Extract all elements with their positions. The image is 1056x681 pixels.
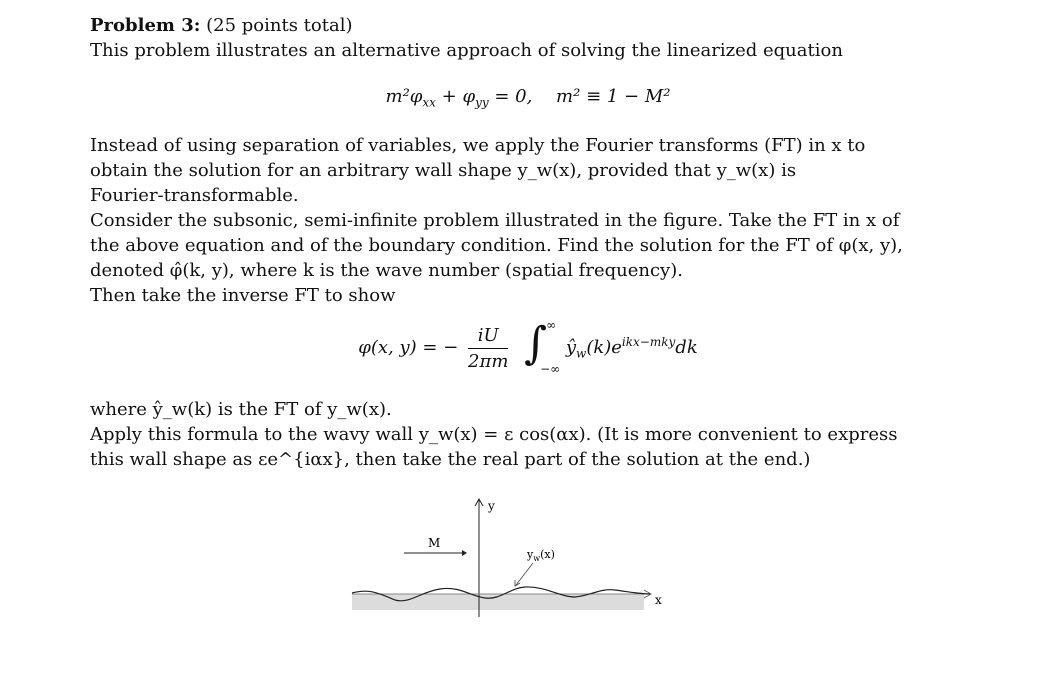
application-line-2: Apply this formula to the wavy wall y_w(x) = ε cos(αx). (It is more convenient to express (90, 424, 898, 445)
flow-arrowhead (462, 550, 467, 556)
method-line-7: Then take the inverse FT to show (90, 285, 396, 306)
method-line-1: Instead of using separation of variables, we apply the Fourier transforms (FT) in x to (90, 135, 866, 156)
method-line-4: Consider the subsonic, semi-infinite problem illustrated in the figure. Take the FT in x of (90, 210, 900, 231)
integrand: $ŷ_w(k)e^{ikx-mky}dk$ (565, 335, 698, 361)
wall-pointer (516, 563, 533, 585)
application-line-1: where ŷ_w(k) is the FT of y_w(x). (90, 399, 392, 420)
mach-label: M (428, 536, 441, 550)
solution-lhs: φ(x, y) = − (358, 337, 459, 358)
integral-sign: ∫ ∞ −∞ (524, 318, 561, 376)
problem-intro: This problem illustrates an alternative approach of solving the linearized equation (90, 40, 843, 61)
method-line-2: obtain the solution for an arbitrary wall shape y_w(x), provided that y_w(x) is (90, 160, 797, 181)
problem-points: (25 points total) (206, 15, 353, 36)
wall-label: $y_w(x)$ (527, 548, 555, 563)
method-line-6: denoted φ̂(k, y), where k is the wave number (spatial frequency). (90, 260, 683, 281)
method-line-5: the above equation and of the boundary condition. Find the solution for the FT of φ(x, y), (90, 235, 903, 256)
governing-equation: $m^2\varphi_{xx} + \varphi_{yy} = 0$, m² ≡ 1 − M² (385, 86, 671, 110)
method-line-3: Fourier-transformable. (90, 185, 299, 206)
application-line-3: this wall shape as εe^{iαx}, then take the real part of the solution at the end.) (90, 449, 811, 470)
solution-fraction: $\frac{iU}{2\pi m}$ (468, 324, 509, 372)
y-axis-label: y (488, 499, 495, 513)
problem-heading: Problem 3: (90, 15, 201, 36)
x-axis-label: x (655, 593, 662, 607)
